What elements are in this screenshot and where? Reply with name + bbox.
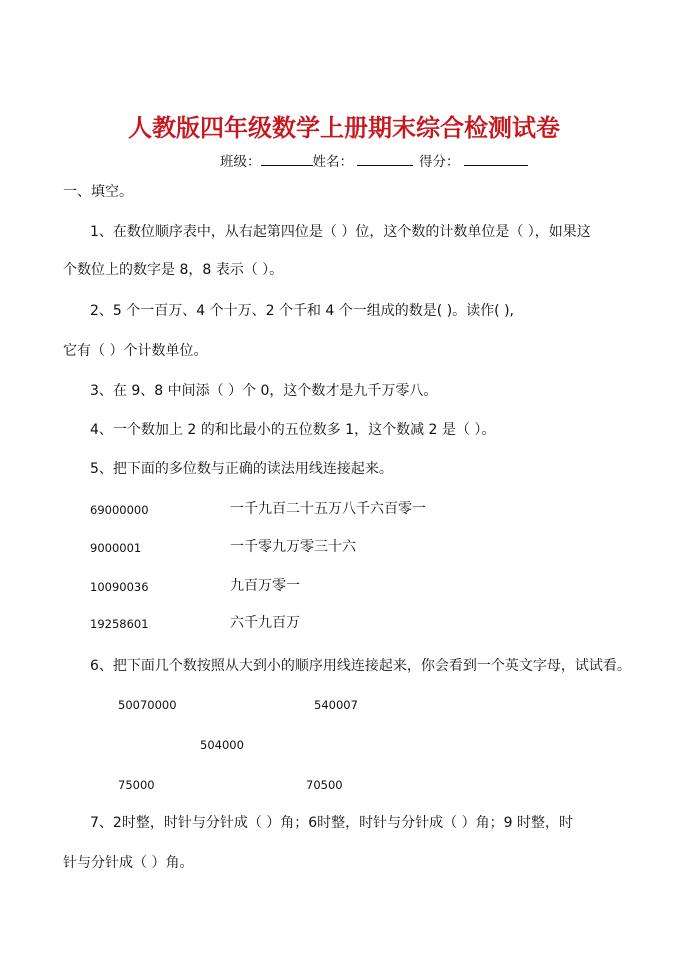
question-3: 3、在 9、8 中间添（ ）个 0，这个数才是九千万零八。 (90, 383, 438, 399)
q5-reading-2[interactable]: 一千零九万零三十六 (230, 539, 356, 555)
name-label: 姓名： (312, 154, 353, 170)
question-2-line-2: 它有（ ）个计数单位。 (63, 343, 208, 359)
q6-number-50070000[interactable]: 50070000 (118, 698, 177, 712)
q6-number-504000[interactable]: 504000 (200, 738, 244, 752)
score-blank[interactable] (464, 151, 528, 166)
q5-reading-1[interactable]: 一千九百二十五万八千六百零一 (230, 501, 426, 517)
question-5-prompt: 5、把下面的多位数与正确的读法用线连接起来。 (90, 461, 393, 477)
class-label: 班级： (220, 154, 261, 170)
q6-number-540007[interactable]: 540007 (314, 698, 358, 712)
question-2-line-1: 2、5 个一百万、4 个十万、2 个千和 4 个一组成的数是( )。读作( ), (90, 303, 514, 319)
q5-number-3[interactable]: 10090036 (90, 580, 149, 594)
q5-number-4[interactable]: 19258601 (90, 617, 149, 631)
question-4: 4、一个数加上 2 的和比最小的五位数多 1，这个数减 2 是（ ）。 (90, 422, 496, 438)
question-6-prompt: 6、把下面几个数按照从大到小的顺序用线连接起来，你会看到一个英文字母，试试看。 (90, 658, 631, 674)
score-label: 得分： (419, 154, 460, 170)
student-info-row (220, 150, 528, 170)
q6-number-75000[interactable]: 75000 (118, 778, 155, 792)
q5-number-1[interactable]: 69000000 (90, 503, 149, 517)
page-title: 人教版四年级数学上册期末综合检测试卷 (128, 113, 560, 142)
q5-reading-4[interactable]: 六千九百万 (230, 615, 300, 631)
q6-number-70500[interactable]: 70500 (306, 778, 343, 792)
q5-reading-3[interactable]: 九百万零一 (230, 578, 300, 594)
name-blank[interactable] (357, 151, 413, 166)
question-1-line-2: 个数位上的数字是 8，8 表示（ ）。 (63, 262, 284, 278)
question-1-line-1: 1、在数位顺序表中，从右起第四位是（ ）位，这个数的计数单位是（ ），如果这 (90, 224, 591, 240)
question-7-line-2: 针与分针成（ ）角。 (63, 855, 194, 871)
q5-number-2[interactable]: 9000001 (90, 541, 142, 555)
question-7-line-1: 7、2时整，时针与分针成（ ）角；6时整，时针与分针成（ ）角；9 时整，时 (90, 815, 573, 831)
section-heading: 一、填空。 (63, 184, 133, 200)
class-blank[interactable] (261, 151, 313, 166)
